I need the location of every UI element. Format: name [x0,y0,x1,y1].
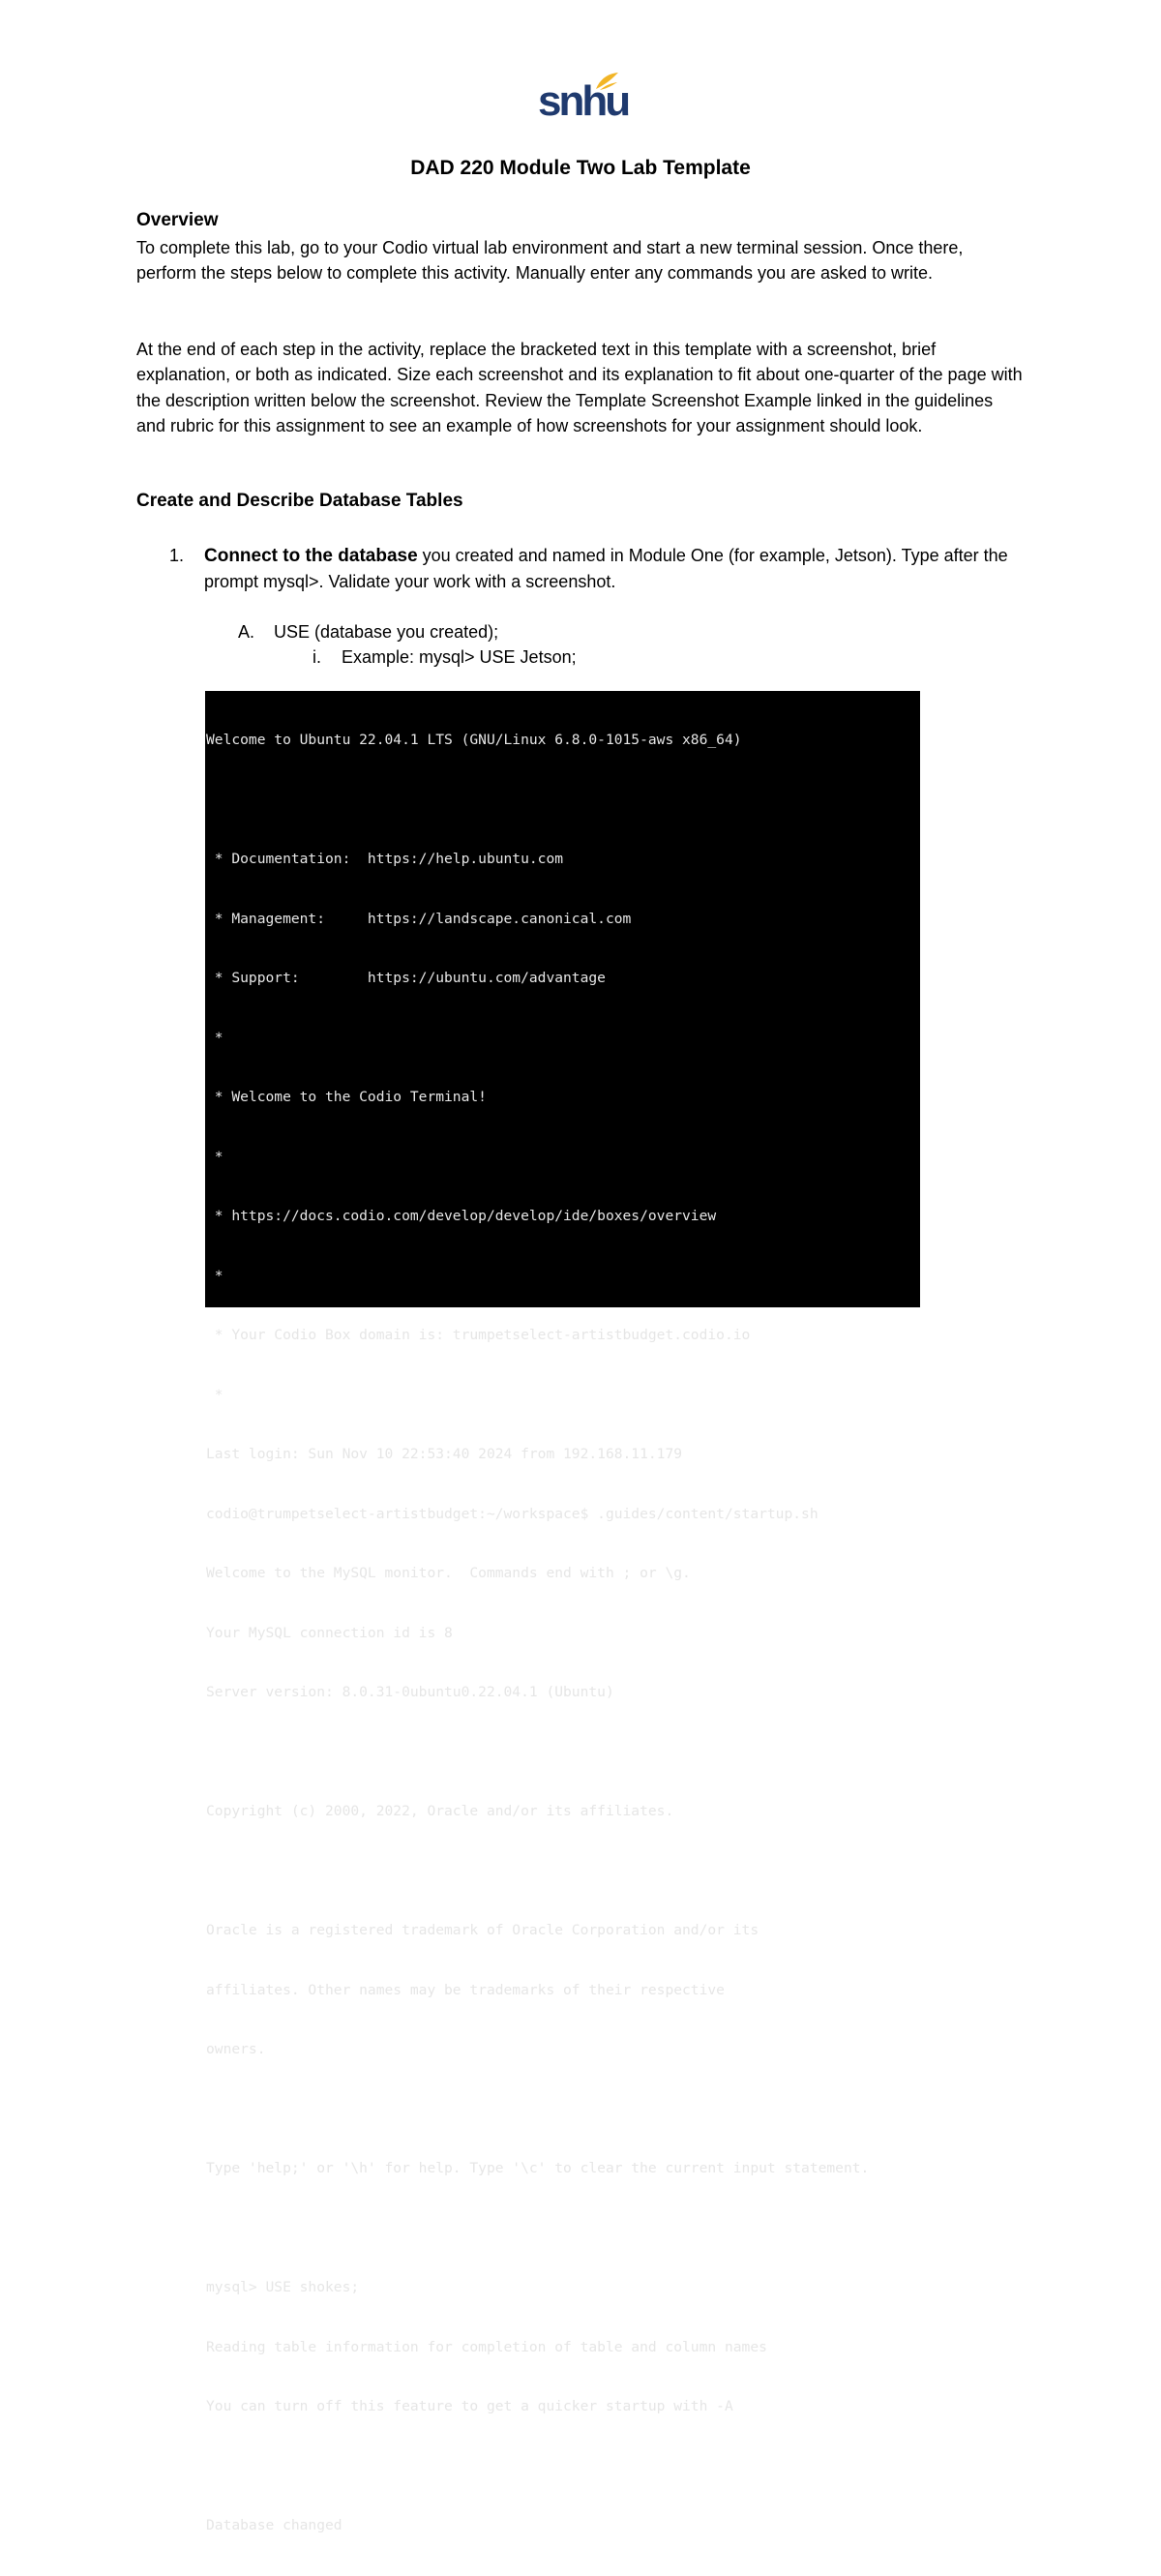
terminal-line: mysql> USE shokes; [206,2279,360,2295]
terminal-line: * Management: https://landscape.canonical.com [206,910,632,927]
terminal-line [205,2457,920,2477]
step-1-text [204,543,1017,595]
terminal-line: * [206,1386,223,1403]
terminal-output [205,691,920,2576]
sub-a-label: A. [238,622,255,642]
terminal-line: * Your Codio Box domain is: trumpetselect-artistbudget.codio.io [206,1327,751,1343]
terminal-line: Your MySQL connection id is 8 [206,1624,453,1641]
step-1-bold: Connect to the database [204,546,418,566]
terminal-screenshot [205,691,920,2533]
terminal-line [205,791,920,811]
step-1-number: 1. [169,546,185,565]
overview-paragraph-2: At the end of each step in the activity, replace the bracketed text in this template with a screenshot, brief explanation, or both as indicated. Size each screenshot and its explanation to fit about one-quarter of the page with the description written below the screenshot. Review the Template Screenshot Example linked in the guidelines and rubric for this assignment to see an example of how screenshots for your assignment should look. [136,340,1023,435]
logo-text: snhu [538,77,629,125]
page-title: DAD 220 Module Two Lab Template [410,157,751,179]
terminal-line: affiliates. Other names may be trademarks of their respective [206,1981,725,1998]
terminal-line: * https://docs.codio.com/develop/develop/ide/boxes/overview [206,1208,717,1224]
terminal-line: * [206,1267,223,1284]
terminal-line: Reading table information for completion of table and column names [206,2338,767,2355]
section-heading: Create and Describe Database Tables [136,491,463,511]
terminal-line [205,2100,920,2120]
terminal-line: * [206,1029,223,1046]
terminal-line: Server version: 8.0.31-0ubuntu0.22.04.1 (Ubuntu) [206,1684,614,1700]
terminal-line: owners. [206,2041,266,2057]
terminal-line: Copyright (c) 2000, 2022, Oracle and/or its affiliates. [206,1803,674,1819]
sub-i-text: Example: mysql> USE Jetson; [342,647,577,667]
sub-a-text: USE (database you created); [274,622,499,642]
overview-paragraph-1: To complete this lab, go to your Codio virtual lab environment and start a new terminal session. Once there, perform the steps below to complete this activity. Manually enter any commands you are asked to write. [136,238,964,284]
terminal-line: Welcome to Ubuntu 22.04.1 LTS (GNU/Linux 6.8.0-1015-aws x86_64) [206,732,742,748]
overview-heading: Overview [136,210,219,230]
terminal-line: Database changed [206,2517,342,2533]
step-1-rest: you created and named in Module One (for example, Jetson). Type after the prompt mysql>. Validate your work with a screenshot. [204,546,1008,592]
terminal-line: Oracle is a registered trademark of Oracle Corporation and/or its [206,1922,759,1938]
terminal-line: codio@trumpetselect-artistbudget:~/workspace$ .guides/content/startup.sh [206,1505,819,1522]
terminal-line: You can turn off this feature to get a quicker startup with -A [206,2398,733,2414]
terminal-line: Last login: Sun Nov 10 22:53:40 2024 from 192.168.11.179 [206,1446,683,1462]
terminal-line: Welcome to the MySQL monitor. Commands end with ; or \g. [206,1565,691,1581]
terminal-line: * Support: https://ubuntu.com/advantage [206,970,606,986]
terminal-line: * Documentation: https://help.ubuntu.com [206,851,564,867]
terminal-line: Type 'help;' or '\h' for help. Type '\c' to clear the current input statement. [206,2160,870,2176]
terminal-line: * Welcome to the Codio Terminal! [206,1089,487,1105]
terminal-line [205,2219,920,2239]
terminal-line [205,1862,920,1882]
sub-i-label: i. [313,647,321,667]
snhu-logo [538,72,629,128]
terminal-line: * [206,1148,223,1165]
terminal-line [205,1743,920,1763]
